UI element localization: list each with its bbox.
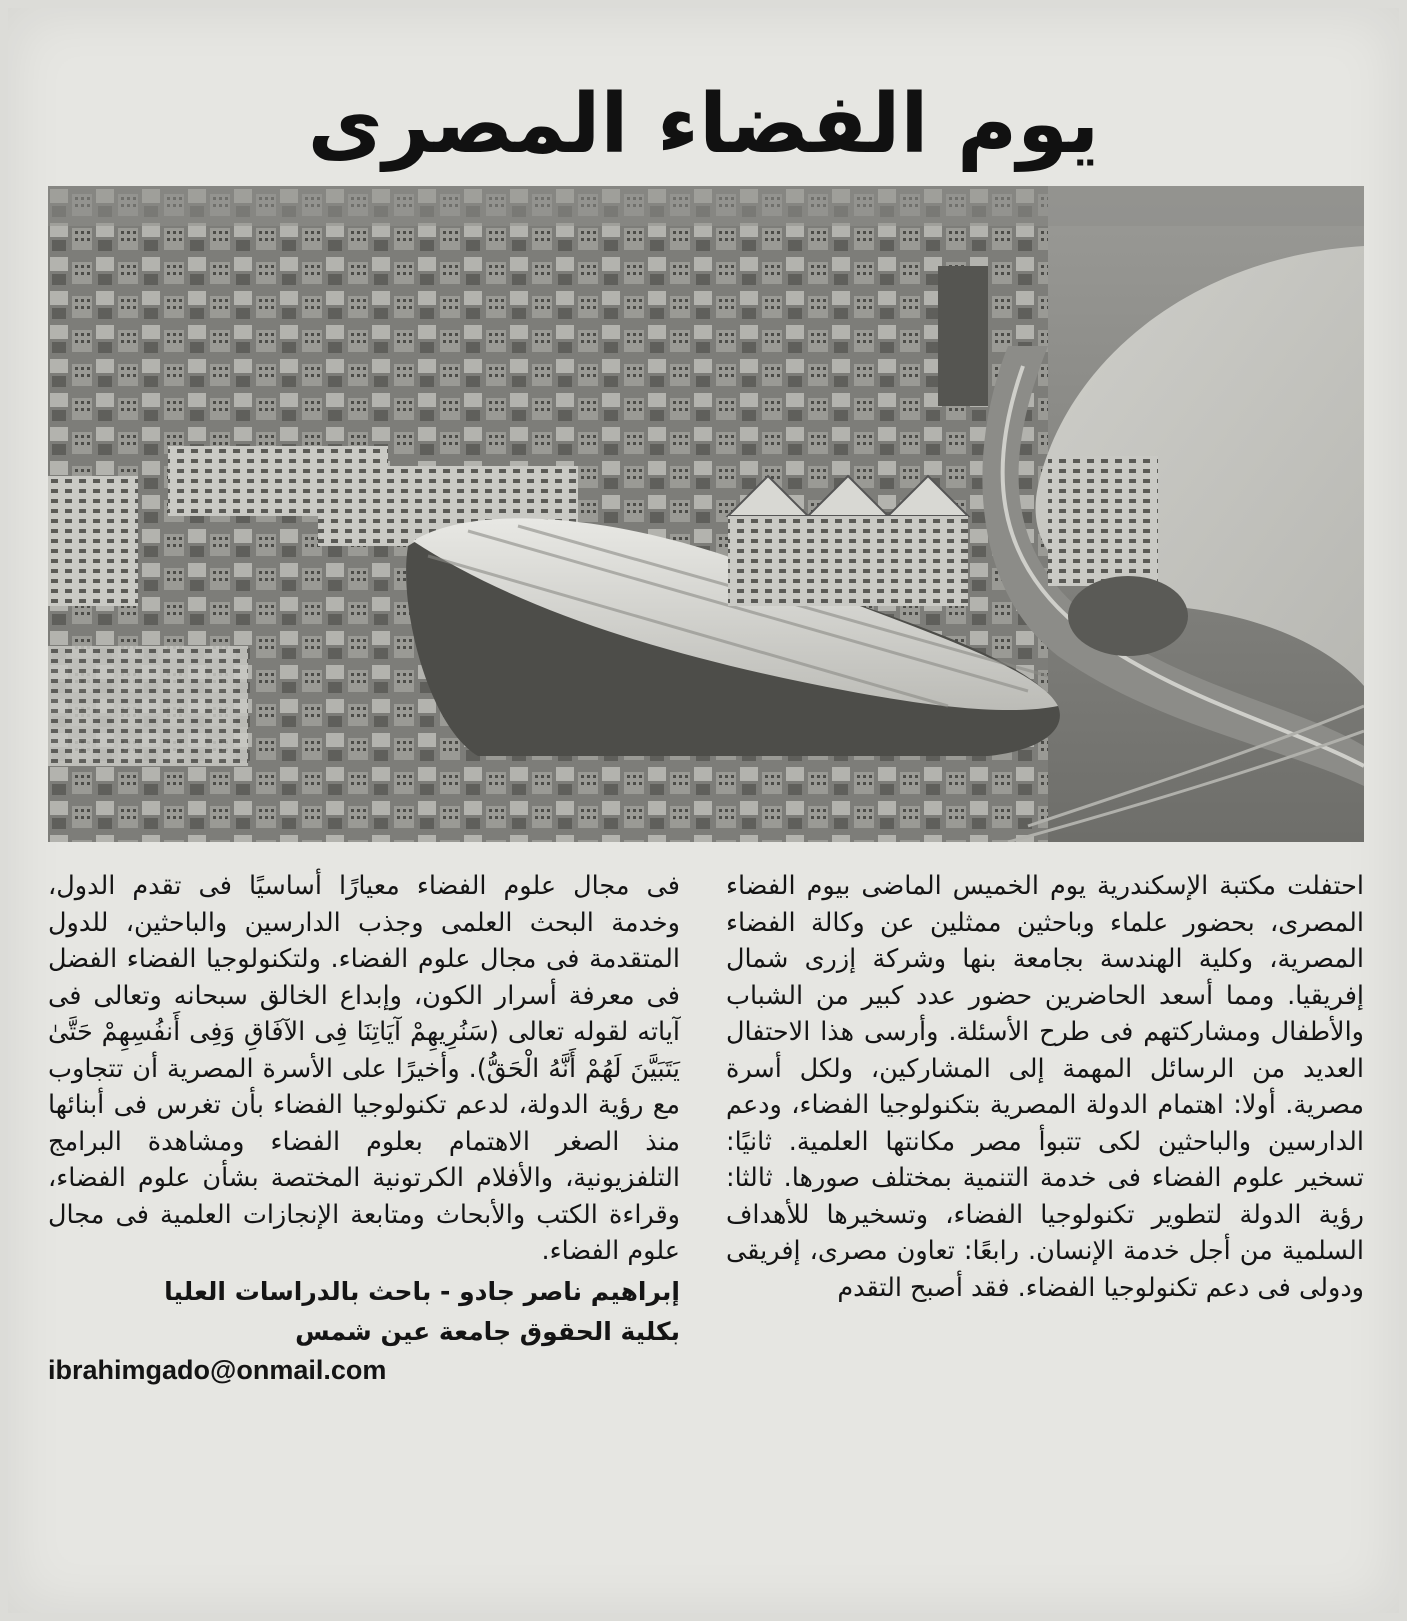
newspaper-clipping: [8, 8, 1399, 1613]
author-name: إبراهيم ناصر جادو - باحث بالدراسات العليا: [164, 1276, 680, 1306]
article-column-left: [48, 868, 680, 1390]
column-left-text: فى مجال علوم الفضاء معيارًا أساسيًا فى تقدم الدول، وخدمة البحث العلمى وجذب الدارسين والباحثين، للدول المتقدمة فى مجال علوم الفضاء. ولتكنولوجيا الفضاء الفضل فى معرفة أسرار الكون، وإبداع الخالق سبحانه وتعالى فى آياته لقوله تعالى (سَنُرِيهِمْ آيَاتِنَا فِى الآفَاقِ وَفِى أَنفُسِهِمْ حَتَّىٰ يَتَبَيَّنَ لَهُمْ أَنَّهُ الْحَقُّ). وأخيرًا على الأسرة المصرية أن تتجاوب مع رؤية الدولة، لدعم تكنولوجيا الفضاء بأن تغرس فى أبنائها منذ الصغر الاهتمام بعلوم الفضاء ومشاهدة البرامج التلفزيونية، والأفلام الكرتونية المختصة بشأن علوم الفضاء، وقراءة الكتب والأبحاث ومتابعة الإنجازات العلمية فى مجال علوم الفضاء.: [48, 871, 680, 1266]
column-right-text: احتفلت مكتبة الإسكندرية يوم الخميس الماضى بيوم الفضاء المصرى، بحضور علماء وباحثين ممثلين عن وكالة الفضاء المصرية، وكلية الهندسة بجامعة بنها وشركة إزرى شمال إفريقيا. ومما أسعد الحاضرين حضور عدد كبير من الشباب والأطفال ومشاركتهم فى طرح الأسئلة. وأرسى هذا الاحتفال العديد من الرسائل المهمة إلى المشاركين، ولكل أسرة مصرية. أولا: اهتمام الدولة المصرية بتكنولوجيا الفضاء، ودعم الدارسين والباحثين لكى تتبوأ مصر مكانتها العلمية. ثانيًا: تسخير علوم الفضاء فى خدمة التنمية بمختلف صورها. ثالثا: رؤية الدولة لتطوير تكنولوجيا الفضاء، وتسخيرها للأهداف السلمية من أجل خدمة الإنسان. رابعًا: تعاون مصرى، إفريقى ودولى فى دعم تكنولوجيا الفضاء. فقد أصبح التقدم: [726, 871, 1364, 1303]
photo-illustration: [48, 186, 1364, 842]
aerial-city-photo: [48, 186, 1364, 842]
author-affiliation: بكلية الحقوق جامعة عين شمس: [295, 1316, 680, 1346]
article-column-right: [726, 868, 1364, 1306]
headline: يوم الفضاء المصرى: [307, 77, 1100, 172]
author-email[interactable]: ibrahimgado@onmail.com: [48, 1354, 387, 1385]
